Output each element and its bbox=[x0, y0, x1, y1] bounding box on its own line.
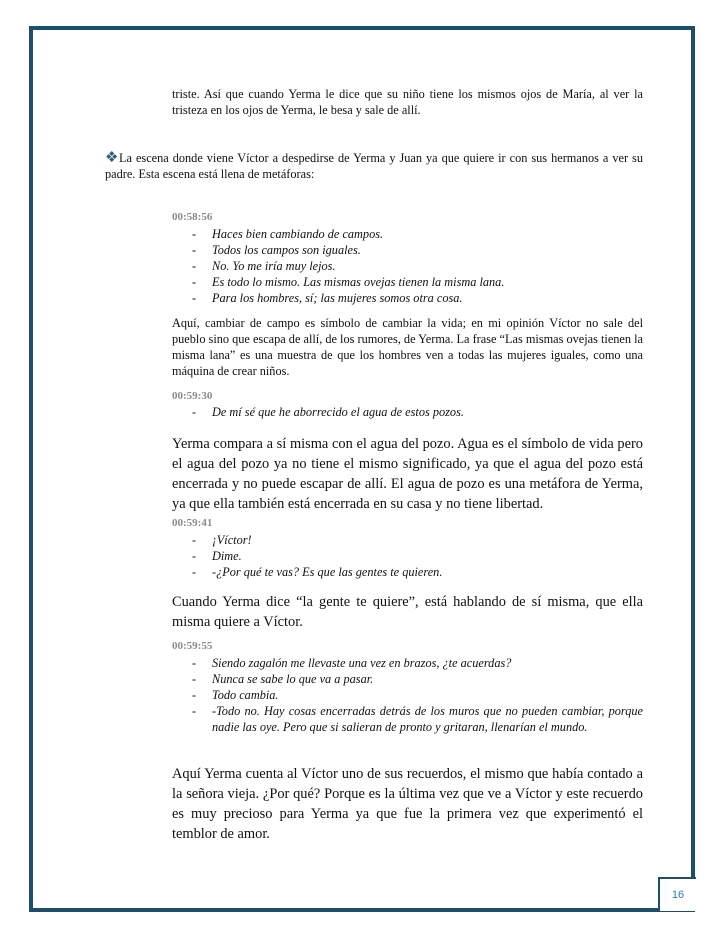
timestamp: 00:59:30 bbox=[172, 390, 213, 402]
comment-paragraph: Cuando Yerma dice “la gente te quiere”, está hablando de sí misma, que ella misma quiere a Víctor. bbox=[172, 594, 643, 630]
dialog-list bbox=[190, 226, 643, 306]
dialog-line: - Dime. bbox=[190, 548, 643, 564]
diamond-bullet-icon: ❖ bbox=[105, 150, 119, 166]
dialog-line: - No. Yo me iría muy lejos. bbox=[190, 258, 643, 274]
timestamp: 00:59:41 bbox=[172, 517, 213, 529]
dialog-line: - De mí sé que he aborrecido el agua de estos pozos. bbox=[190, 404, 643, 420]
dialog-line: - Siendo zagalón me llevaste una vez en brazos, ¿te acuerdas? bbox=[190, 655, 643, 671]
timestamp: 00:59:55 bbox=[172, 640, 213, 652]
dialog-line: - Todo cambia. bbox=[190, 687, 643, 703]
dialog-line: - Es todo lo mismo. Las mismas ovejas tienen la misma lana. bbox=[190, 274, 643, 290]
dialog-line: - Para los hombres, sí; las mujeres somos otra cosa. bbox=[190, 290, 643, 306]
page-number: 16 bbox=[658, 877, 696, 911]
comment-paragraph: Yerma compara a sí misma con el agua del pozo. Agua es el símbolo de vida pero el agua del pozo ya no tiene el mismo significado, ya que el agua del pozo está encerrada y no puede escapar de allí. El agua de pozo es una metáfora de Yerma, ya que ella también está encerrada en su casa y no tiene libertad. bbox=[172, 436, 643, 512]
timestamp: 00:58:56 bbox=[172, 211, 213, 223]
comment-paragraph: Aquí Yerma cuenta al Víctor uno de sus recuerdos, el mismo que había contado a la señora vieja. ¿Por qué? Porque es la última vez que ve a Víctor y este recuerdo es muy precioso para Yerma ya que fue la primera vez que experimentó el temblor de amor. bbox=[172, 766, 643, 842]
dialog-list bbox=[190, 404, 643, 420]
dialog-line: - ¡Víctor! bbox=[190, 532, 643, 548]
bullet-text: La escena donde viene Víctor a despedirse de Yerma y Juan ya que quiere ir con sus hermanos a ver su padre. Esta escena está llena de metáforas: bbox=[105, 151, 643, 181]
dialog-line: - Todos los campos son iguales. bbox=[190, 242, 643, 258]
dialog-list bbox=[190, 655, 643, 735]
comment-paragraph: Aquí, cambiar de campo es símbolo de cambiar la vida; en mi opinión Víctor no sale del pueblo sino que escapa de allí, de los rumores, de Yerma. La frase “Las mismas ovejas tienen la misma lana” es una muestra de que los hombres ven a todas las mujeres iguales, como una máquina de crear niños. bbox=[172, 316, 643, 378]
dialog-line: - -Todo no. Hay cosas encerradas detrás de los muros que no pueden cambiar, porque nadie las oye. Pero que si salieran de pronto y gritaran, llenarían el mundo. bbox=[190, 703, 643, 735]
intro-paragraph: triste. Así que cuando Yerma le dice que su niño tiene los mismos ojos de María, al ver la tristeza en los ojos de Yerma, le besa y sale de allí. bbox=[172, 87, 643, 117]
bullet-paragraph bbox=[105, 150, 643, 182]
dialog-line: - -¿Por qué te vas? Es que las gentes te quieren. bbox=[190, 564, 643, 580]
dialog-list bbox=[190, 532, 643, 580]
dialog-line: - Nunca se sabe lo que va a pasar. bbox=[190, 671, 643, 687]
dialog-line: - Haces bien cambiando de campos. bbox=[190, 226, 643, 242]
